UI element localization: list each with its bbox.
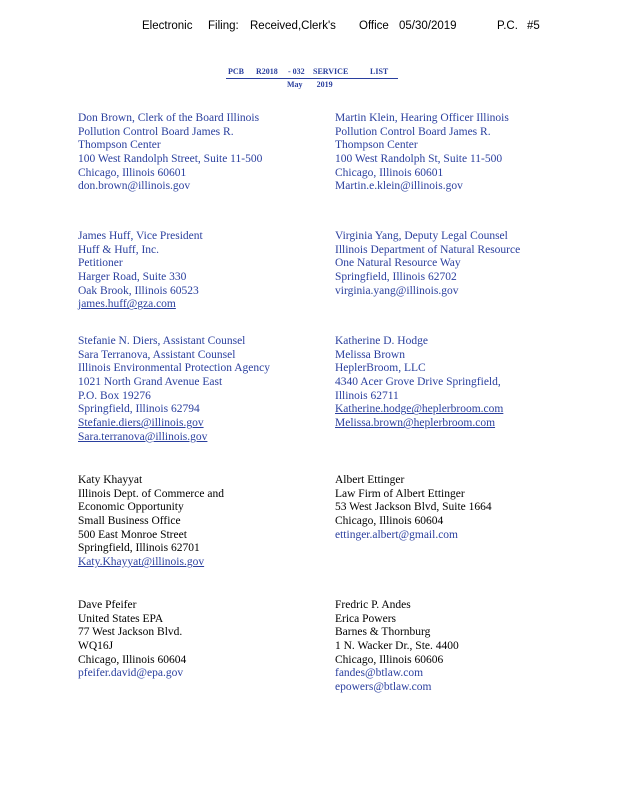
contact-block [335,599,459,695]
service-list-title [226,66,398,79]
contact-line: Chicago, Illinois 60604 [335,515,444,528]
contact-email[interactable]: pfeifer.david@epa.gov [78,667,184,680]
contact-email[interactable]: virginia.yang@illinois.gov [335,284,459,297]
contact-line: Chicago, Illinois 60606 [335,653,444,666]
contact-line: Small Business Office [78,515,181,528]
contact-block [335,474,492,542]
contact-email[interactable]: Melissa.brown@heplerbroom.com [335,417,496,430]
contact-line: 77 West Jackson Blvd. [78,626,183,639]
contact-line: Chicago, Illinois 60601 [335,166,444,179]
contact-block [78,599,186,681]
title-pcb: PCB [228,67,244,76]
contact-line: Chicago, Illinois 60601 [78,166,187,179]
contact-line: Illinois 62711 [335,389,399,402]
title-docket-number: - 032 [288,67,305,76]
contact-line: Pollution Control Board James R. [78,125,234,138]
header-office: Office [359,20,389,32]
contact-email[interactable]: ettinger.albert@gmail.com [335,528,458,541]
header-filing: Filing: [208,20,239,32]
contact-line: Thompson Center [335,139,418,152]
contact-block [335,112,509,194]
contact-line: United States EPA [78,612,164,625]
header-pc-number: #5 [527,20,540,32]
contact-line: Barnes & Thornburg [335,626,431,639]
title-list: LIST [370,67,389,76]
contact-line: 100 West Randolph St, Suite 11-500 [335,153,503,166]
contact-line: Katy Khayyat [78,474,143,486]
service-list-date [287,80,345,89]
contact-line: 4340 Acer Grove Drive Springfield, [335,376,501,389]
contact-line: Illinois Department of Natural Resource [335,243,521,256]
contact-line: One Natural Resource Way [335,257,461,270]
contact-block [78,112,262,194]
contact-line: Oak Brook, Illinois 60523 [78,284,199,297]
header-electronic: Electronic [142,20,193,32]
contact-line: Springfield, Illinois 62794 [78,403,200,416]
title-year: 2019 [316,80,333,89]
filing-header [0,20,618,36]
contact-email[interactable]: Katy.Khayyat@illinois.gov [78,556,205,569]
contact-line: Katherine D. Hodge [335,335,428,347]
contact-block [335,230,520,298]
contact-line: Economic Opportunity [78,501,184,514]
contact-line: Don Brown, Clerk of the Board Illinois [78,112,260,124]
contact-line: Illinois Environmental Protection Agency [78,362,270,375]
contact-email[interactable]: Martin.e.klein@illinois.gov [335,180,463,193]
contact-line: Erica Powers [335,612,396,625]
header-date: 05/30/2019 [399,20,457,32]
contact-line: Sara Terranova, Assistant Counsel [78,348,236,361]
contact-line: WQ16J [78,640,114,653]
contact-email[interactable]: fandes@btlaw.com [335,667,424,680]
contact-line: Martin Klein, Hearing Officer Illinois [335,112,509,124]
contact-line: P.O. Box 19276 [78,389,151,402]
contact-block [78,230,203,312]
header-pc: P.C. [497,20,518,32]
contact-line: Law Firm of Albert Ettinger [335,487,465,500]
contact-line: Petitioner [78,257,123,270]
contact-line: Melissa Brown [335,348,405,361]
contact-line: 500 East Monroe Street [78,528,187,541]
contact-line: Springfield, Illinois 62702 [335,271,457,284]
contact-line: Thompson Center [78,139,161,152]
contact-email[interactable]: Stefanie.diers@illinois.gov [78,417,204,430]
contact-line: Dave Pfeifer [78,599,137,611]
contact-line: James Huff, Vice President [78,230,203,242]
contact-line: Pollution Control Board James R. [335,125,491,138]
contact-line: 100 West Randolph Street, Suite 11-500 [78,153,263,166]
contact-line: Springfield, Illinois 62701 [78,542,200,555]
contact-email[interactable]: don.brown@illinois.gov [78,180,191,193]
contact-line: Albert Ettinger [335,474,405,486]
contact-line: Fredric P. Andes [335,599,411,611]
contact-line: 53 West Jackson Blvd, Suite 1664 [335,501,492,514]
contact-email[interactable]: Sara.terranova@illinois.gov [78,430,208,443]
contact-line: Huff & Huff, Inc. [78,243,160,256]
contact-block [78,335,270,445]
title-month: May [287,80,303,89]
contact-line: Harger Road, Suite 330 [78,271,187,284]
title-docket-year: R2018 [256,67,278,76]
contact-block [335,335,503,431]
title-service: SERVICE [313,67,349,76]
contact-email[interactable]: epowers@btlaw.com [335,681,432,694]
contact-line: 1 N. Wacker Dr., Ste. 4400 [335,640,459,653]
contact-email[interactable]: Katherine.hodge@heplerbroom.com [335,403,504,416]
contact-email[interactable]: james.huff@gza.com [78,298,176,311]
contact-line: 1021 North Grand Avenue East [78,376,223,389]
contact-block [78,474,224,570]
contact-line: Virginia Yang, Deputy Legal Counsel [335,230,508,242]
contact-line: Illinois Dept. of Commerce and [78,487,224,500]
contact-line: HeplerBroom, LLC [335,362,426,375]
contact-line: Chicago, Illinois 60604 [78,653,187,666]
header-received: Received,Clerk's [250,20,336,32]
contact-line: Stefanie N. Diers, Assistant Counsel [78,335,246,347]
